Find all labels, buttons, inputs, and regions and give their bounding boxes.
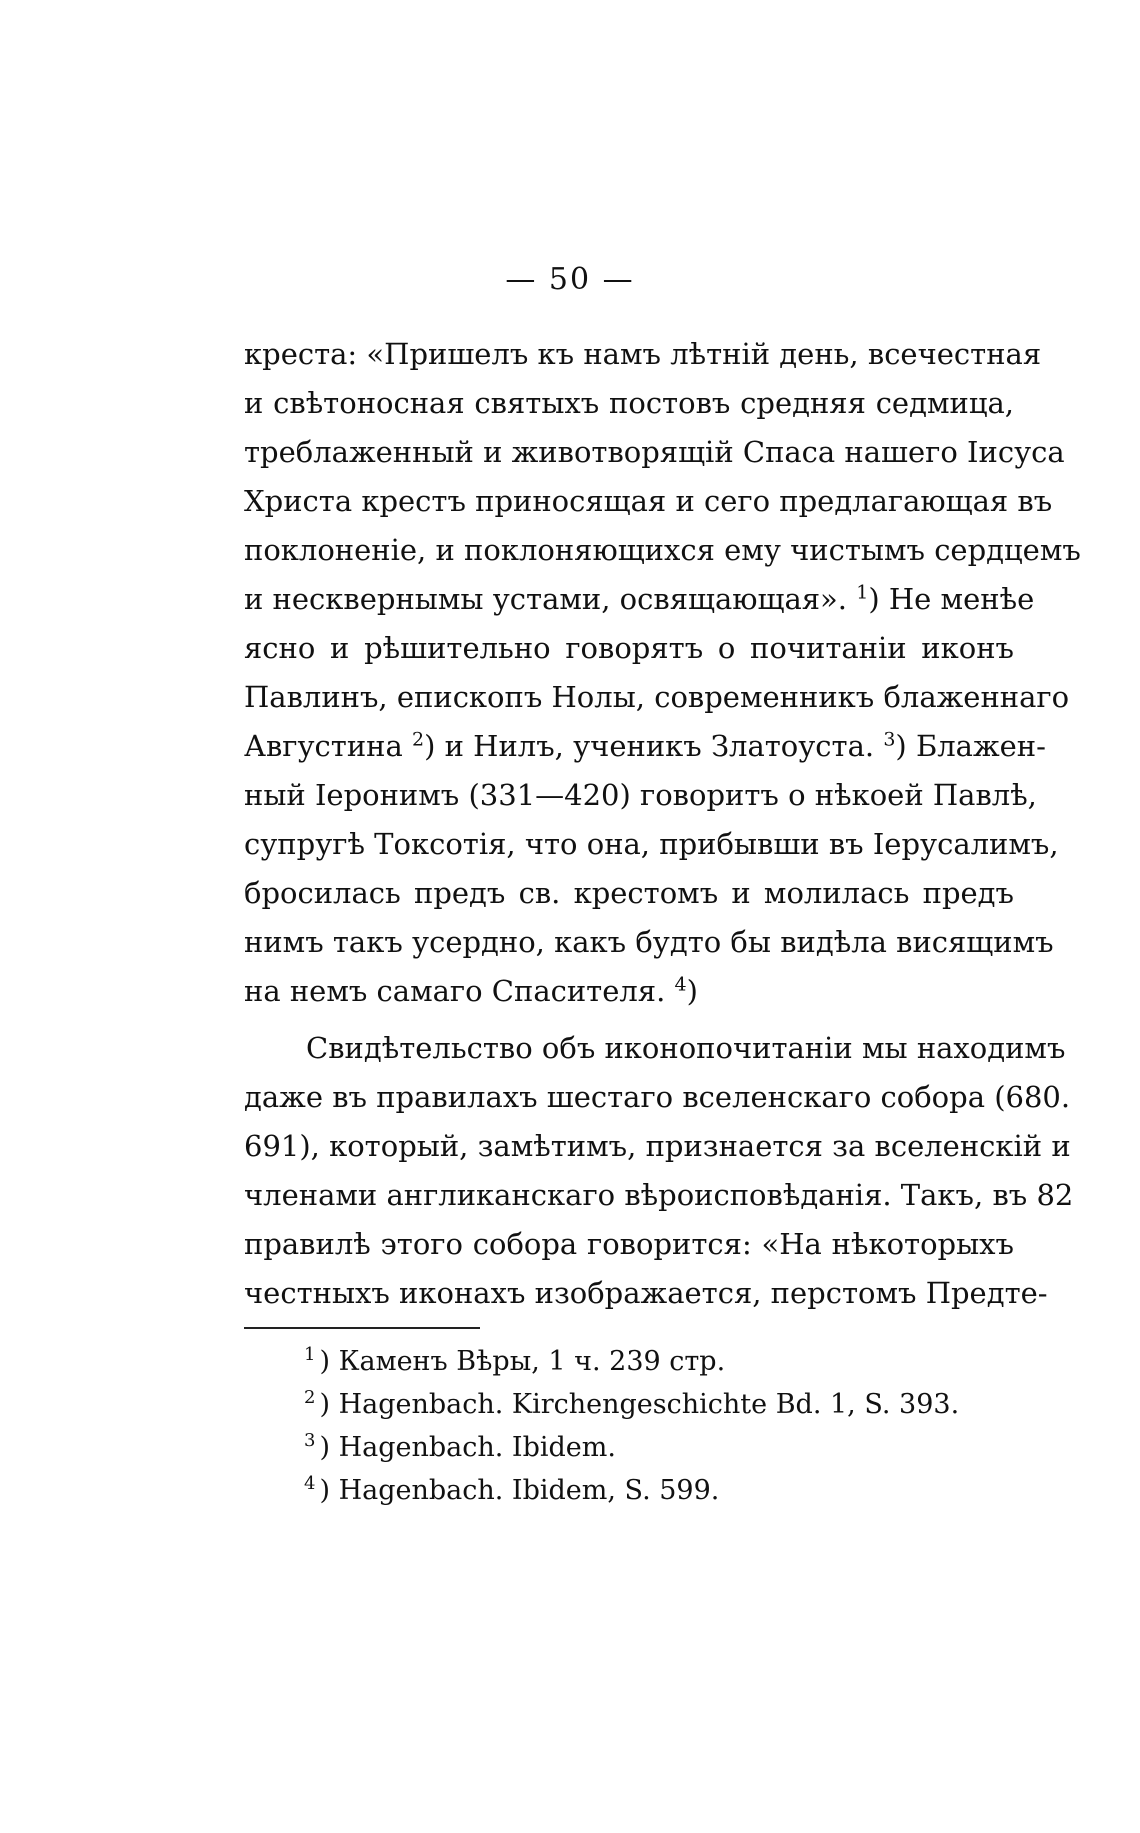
text-line [244, 967, 1014, 1016]
text-line: ный Іеронимъ (331—420) говоритъ о нѣкоей Павлѣ, [244, 778, 1037, 812]
footnote-mark: 2 [304, 1387, 316, 1408]
text-line: даже въ правилахъ шестаго вселенскаго собора (680. [244, 1080, 1071, 1114]
text-line: креста: «Пришелъ къ намъ лѣтній день, всечестная [244, 337, 1042, 371]
text-segment: Августина [244, 729, 403, 763]
text-line: нимъ такъ усердно, какъ будто бы видѣла висящимъ [244, 925, 1054, 959]
text-segment: на немъ самаго Спасителя. [244, 974, 666, 1008]
footnote-ref: 3 [883, 728, 896, 751]
footnote-text: ) Hagenbach. Ibidem. [319, 1432, 616, 1463]
footnote-ref: 1 [856, 581, 869, 604]
footnote-mark: 3 [304, 1430, 316, 1451]
footnote-ref: 2 [412, 728, 425, 751]
text-segment: ) Не менѣе [868, 582, 1035, 616]
text-segment: ) и Нилъ, ученикъ Златоуста. [424, 729, 875, 763]
text-line: ясно и рѣшительно говорятъ о почитаніи иконъ [244, 631, 1014, 665]
text-line: правилѣ этого собора говорится: «На нѣкоторыхъ [244, 1227, 1014, 1261]
page-number: — 50 — [505, 262, 635, 297]
footnote-mark: 4 [304, 1473, 316, 1494]
text-line: бросилась предъ св. крестомъ и молилась предъ [244, 876, 1014, 910]
footnote [304, 1340, 1004, 1383]
paragraph-gap [244, 1016, 1014, 1024]
main-text [244, 330, 1081, 1318]
footnote-text: ) Hagenbach. Ibidem, S. 599. [319, 1475, 720, 1506]
text-line: Христа крестъ приносящая и сего предлагающая въ [244, 484, 1053, 518]
footnote-text: ) Каменъ Вѣры, 1 ч. 239 стр. [319, 1346, 726, 1377]
text-segment: ) [686, 974, 698, 1008]
footnote-divider [244, 1327, 480, 1329]
text-line: Павлинъ, епископъ Нолы, современникъ блаженнаго [244, 680, 1070, 714]
text-segment: ) Блажен- [895, 729, 1046, 763]
footnote [304, 1469, 1004, 1512]
text-segment: и несквернымы устами, освящающая». [244, 582, 848, 616]
text-line: Свидѣтельство объ иконопочитаніи мы находимъ [306, 1031, 1066, 1065]
text-line: и свѣтоносная святыхъ постовъ средняя седмица, [244, 386, 1014, 420]
footnote-ref: 4 [674, 973, 687, 996]
footnote [304, 1383, 1004, 1426]
footnote [304, 1426, 1004, 1469]
footnote-text: ) Hagenbach. Kirchengeschichte Bd. 1, S. 393. [319, 1389, 960, 1420]
text-line: членами англиканскаго вѣроисповѣданія. Такъ, въ 82 [244, 1178, 1074, 1212]
text-line [244, 722, 1046, 771]
text-line: поклоненіе, и поклоняющихся ему чистымъ сердцемъ [244, 533, 1081, 567]
footnote-mark: 1 [304, 1344, 316, 1365]
text-line: честныхъ иконахъ изображается, перстомъ Предте- [244, 1276, 1048, 1310]
footnotes [304, 1340, 1004, 1512]
text-line: супругѣ Токсотія, что она, прибывши въ Іерусалимъ, [244, 827, 1059, 861]
text-line: треблаженный и животворящій Спаса нашего Іисуса [244, 435, 1065, 469]
text-line: 691), который, замѣтимъ, признается за вселенскій и [244, 1129, 1071, 1163]
text-line [244, 575, 1035, 624]
